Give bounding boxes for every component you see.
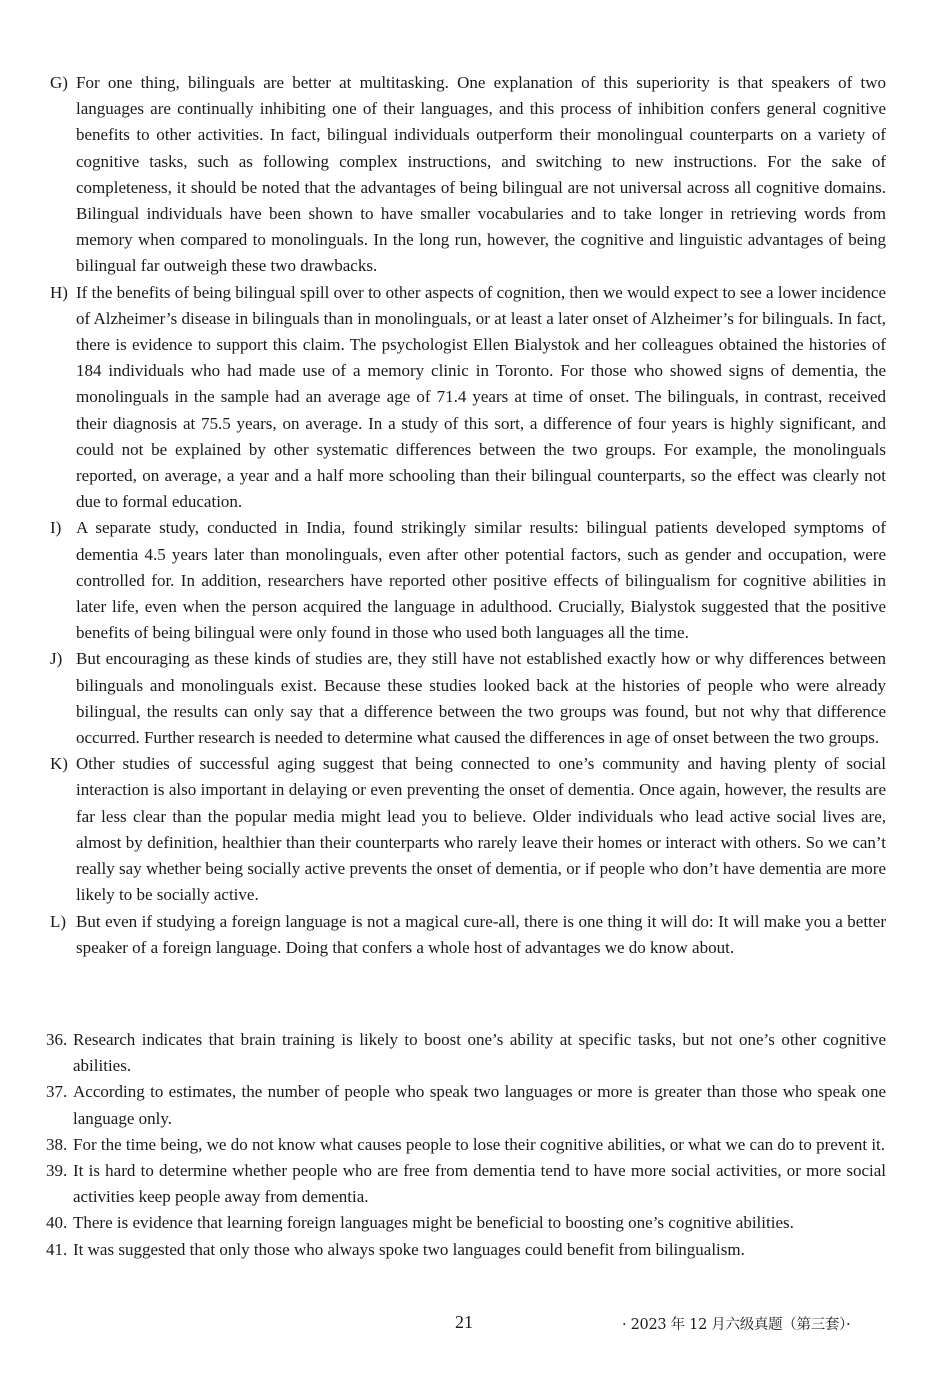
paragraph-text: But encouraging as these kinds of studies are, they still have not established exactly how or why differences between bilinguals and monolinguals exist. Because these studies looked back at the histories of people who were already bilingual, the results can only say that a difference between the two groups was found, but not why that difference occurred. Further research is needed to determine what caused the differences in age of onset between the two groups. [76,649,886,748]
paragraph-label: K) [50,754,68,774]
paragraph-k [50,751,886,908]
paragraph-h [50,280,886,516]
question-37 [46,1079,886,1131]
question-text: Research indicates that brain training is likely to boost one’s ability at specific tasks, but not one’s other cognitive abilities. [73,1030,886,1076]
paragraph-text: If the benefits of being bilingual spill over to other aspects of cognition, then we would expect to see a lower incidence of Alzheimer’s disease in bilinguals than in monolinguals, or at least a later onset of Alzheimer’s for bilinguals. In fact, there is evidence to support this claim. The psychologist Ellen Bialystok and her colleagues obtained the histories of 184 individuals who had made use of a memory clinic in Toronto. For those who showed signs of dementia, the monolinguals in the sample had an average age of 71.4 years at time of onset. The bilinguals, in contrast, received their diagnosis at 75.5 years, on average. In a study of this sort, a difference of four years is highly significant, and could not be explained by other systematic differences between the two groups. For example, the monolinguals reported, on average, a year and a half more schooling than their bilingual counterparts, so the effect was clearly not due to formal education. [76,282,886,512]
question-number: 38. [46,1134,68,1154]
question-text: It is hard to determine whether people who are free from dementia tend to have more social activities, or more social activities keep people away from dementia. [73,1161,886,1207]
question-39 [46,1158,886,1210]
paragraph-label: I) [50,518,62,538]
paragraph-label: G) [50,73,68,92]
question-text: There is evidence that learning foreign languages might be beneficial to boosting one’s cognitive abilities. [73,1213,794,1233]
question-text: It was suggested that only those who always spoke two languages could benefit from bilingualism. [73,1239,745,1259]
question-number: 39. [46,1161,68,1181]
paragraph-label: J) [50,649,63,669]
paragraph-text: For one thing, bilinguals are better at multitasking. One explanation of this superiority is that speakers of two languages are continually inhibiting one of their languages, and this process of inhibition confers general cognitive benefits to other activities. In fact, bilingual individuals outperform their monolingual counterparts on a variety of cognitive tasks, such as following complex instructions, and switching to new instructions. For the sake of completeness, it should be noted that the advantages of being bilingual are not universal across all cognitive domains. Bilingual individuals have been shown to have smaller vocabularies and to take longer in retrieving words from memory when compared to monolinguals. In the long run, however, the cognitive and linguistic advantages of being bilingual far outweigh these two drawbacks. [76,73,886,276]
running-footer-title: · 2023 年 12 月六级真题（第三套）· [622,1317,851,1333]
paragraph-label: H) [50,282,68,302]
question-40 [46,1210,886,1236]
reading-passage [50,70,886,961]
question-38 [46,1132,886,1158]
page-number: 21 [455,1312,473,1332]
question-41 [46,1237,886,1263]
question-number: 36. [46,1030,68,1049]
paragraph-g [50,70,886,280]
question-number: 40. [46,1213,68,1233]
paragraph-i [50,515,886,646]
paragraph-text: Other studies of successful aging suggest that being connected to one’s community and having plenty of social interaction is also important in delaying or even preventing the onset of dementia. Once again, however, the results are far less clear than the popular media might lead you to believe. Older individuals who lead active social lives are, almost by definition, healthier than their counterparts who rarely leave their homes or interact with others. So we can’t really say whether being socially active prevents the onset of dementia, or if people who don’t have dementia are more likely to be socially active. [76,754,886,905]
question-text: According to estimates, the number of people who speak two languages or more is greater than those who speak one language only. [73,1082,886,1128]
question-number: 41. [46,1239,68,1259]
paragraph-j [50,646,886,751]
question-list [46,1027,886,1263]
paragraph-label: L) [50,911,67,931]
question-36 [46,1027,886,1079]
question-text: For the time being, we do not know what causes people to lose their cognitive abilities, or what we can do to prevent it. [73,1134,886,1154]
question-number: 37. [46,1082,68,1102]
paragraph-text: But even if studying a foreign language is not a magical cure-all, there is one thing it will do: It will make you a better speaker of a foreign language. Doing that confers a whole host of advantages we do know about. [76,911,886,957]
paragraph-l [50,909,886,961]
paragraph-text: A separate study, conducted in India, found strikingly similar results: bilingual patients developed symptoms of dementia 4.5 years later than monolinguals, even after other potential factors, such as gender and occupation, were controlled for. In addition, researchers have reported other positive effects of bilingualism for cognitive abilities in later life, even when the person acquired the language in adulthood. Crucially, Bialystok suggested that the positive benefits of being bilingual were only found in those who used both languages all the time. [76,518,886,643]
